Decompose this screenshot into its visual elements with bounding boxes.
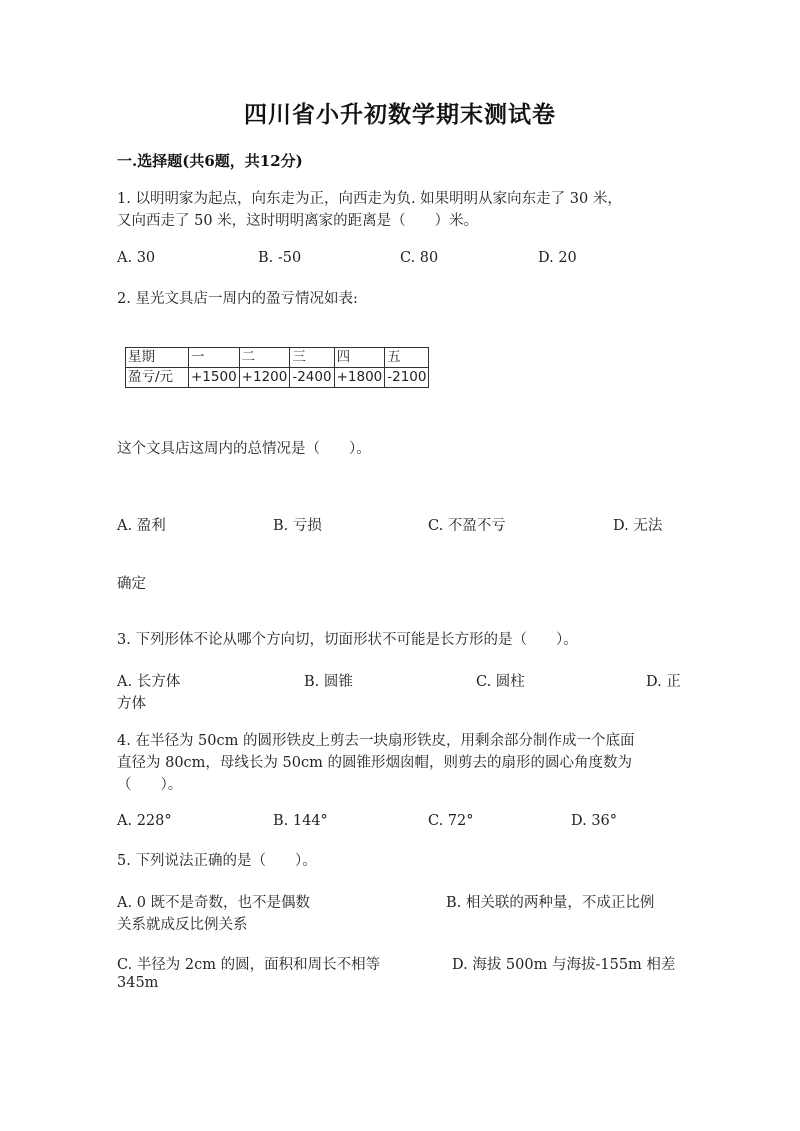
- question-3-option-a[interactable]: A. 长方体: [117, 674, 181, 690]
- table-cell: -2400: [290, 368, 334, 388]
- profit-loss-table: [125, 347, 429, 388]
- question-4-line-3: （ ）。: [117, 777, 183, 793]
- question-4-option-a[interactable]: A. 228°: [117, 813, 172, 829]
- question-1-line-1: 1. 以明明家为起点，向东走为正，向西走为负. 如果明明从家向东走了 30 米，: [117, 191, 622, 207]
- question-1-line-2: 又向西走了 50 米，这时明明离家的距离是（ ）米。: [117, 213, 479, 229]
- question-3-option-c[interactable]: C. 圆柱: [476, 674, 525, 690]
- question-4-line-1: 4. 在半径为 50cm 的圆形铁皮上剪去一块扇形铁皮，用剩余部分制作成一个底面: [117, 733, 635, 749]
- question-4-option-b[interactable]: B. 144°: [273, 813, 328, 829]
- table-cell: -2100: [385, 368, 429, 388]
- table-cell: 五: [385, 348, 429, 368]
- question-2-stem: 2. 星光文具店一周内的盈亏情况如表:: [117, 291, 358, 307]
- question-4-option-d[interactable]: D. 36°: [571, 813, 618, 829]
- question-5-option-b-wrap: 关系就成反比例关系: [117, 917, 248, 933]
- question-3-option-d[interactable]: D. 正: [646, 674, 681, 690]
- table-cell: 四: [334, 348, 385, 368]
- question-3-option-d-wrap: 方体: [117, 696, 146, 712]
- table-cell: 三: [290, 348, 334, 368]
- table-row: [126, 368, 429, 388]
- question-5-stem: 5. 下列说法正确的是（ ）。: [117, 853, 317, 869]
- question-2-option-a[interactable]: A. 盈利: [117, 518, 166, 534]
- question-4-option-c[interactable]: C. 72°: [428, 813, 474, 829]
- question-1-option-c[interactable]: C. 80: [400, 250, 439, 266]
- table-cell: +1200: [239, 368, 290, 388]
- table-cell: 二: [239, 348, 290, 368]
- question-3-stem: 3. 下列形体不论从哪个方向切，切面形状不可能是长方形的是（ ）。: [117, 632, 578, 648]
- table-cell: +1800: [334, 368, 385, 388]
- question-5-option-d[interactable]: D. 海拔 500m 与海拔-155m 相差: [452, 957, 676, 973]
- question-5-option-c[interactable]: C. 半径为 2cm 的圆，面积和周长不相等: [117, 957, 381, 973]
- question-2-option-d[interactable]: D. 无法: [613, 518, 663, 534]
- table-cell: +1500: [189, 368, 240, 388]
- question-1-option-d[interactable]: D. 20: [538, 250, 577, 266]
- question-2-option-c[interactable]: C. 不盈不亏: [428, 518, 506, 534]
- question-1-option-a[interactable]: A. 30: [117, 250, 156, 266]
- question-2-option-d-wrap: 确定: [117, 576, 146, 592]
- section-heading: 一.选择题(共6题，共12分): [117, 152, 303, 170]
- table-cell: 盈亏/元: [126, 368, 189, 388]
- question-4-line-2: 直径为 80cm，母线长为 50cm 的圆锥形烟囱帽，则剪去的扇形的圆心角度数为: [117, 755, 632, 771]
- question-1-option-b[interactable]: B. -50: [258, 250, 302, 266]
- table-row: [126, 348, 429, 368]
- question-2-question: 这个文具店这周内的总情况是（ ）。: [117, 441, 371, 457]
- question-5-option-a[interactable]: A. 0 既不是奇数，也不是偶数: [117, 895, 311, 911]
- page-title: 四川省小升初数学期末测试卷: [244, 101, 556, 128]
- question-2-option-b[interactable]: B. 亏损: [273, 518, 322, 534]
- question-5-option-b[interactable]: B. 相关联的两种量，不成正比例: [446, 895, 655, 911]
- table-cell: 星期: [126, 348, 189, 368]
- question-5-option-d-wrap: 345m: [117, 975, 159, 991]
- table-cell: 一: [189, 348, 240, 368]
- question-3-option-b[interactable]: B. 圆锥: [304, 674, 353, 690]
